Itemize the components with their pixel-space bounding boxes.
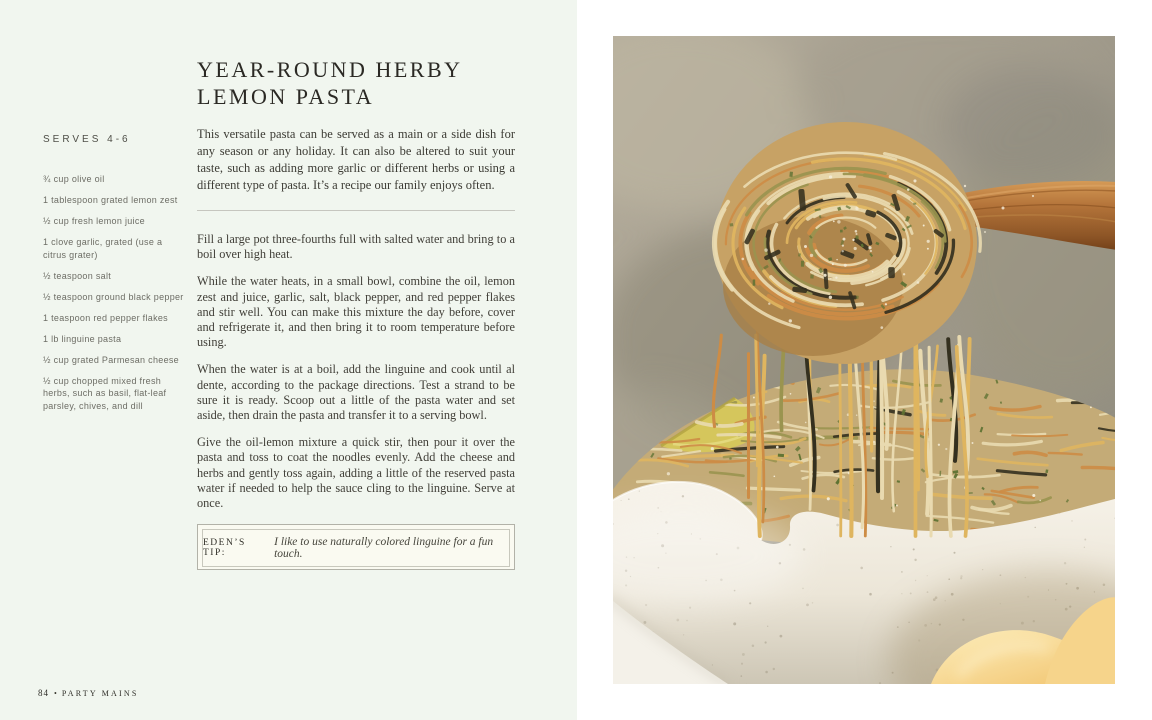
footer-separator: • bbox=[54, 689, 57, 698]
recipe-steps bbox=[197, 232, 515, 511]
ingredient-item: ½ teaspoon ground black pepper bbox=[43, 291, 184, 302]
page-number: 84 bbox=[38, 688, 49, 698]
tip-text: I like to use naturally colored linguine for a fun touch. bbox=[274, 536, 494, 561]
ingredient-item: ½ cup grated Parmesan cheese bbox=[43, 354, 179, 365]
recipe-step: When the water is at a boil, add the linguine and cook until al dente, according to the package directions. Test a strand to be sure it is ready. Scoop out a little of the pasta water and set aside, then drain the pasta and transfer it to a serving bowl. bbox=[197, 362, 515, 423]
ingredient-item: ½ cup chopped mixed fresh herbs, such as basil, flat-leaf parsley, chives, and dill bbox=[43, 375, 167, 411]
tip-label: EDEN’S TIP: bbox=[203, 538, 246, 559]
tip-box bbox=[197, 524, 515, 570]
recipe-title bbox=[197, 56, 515, 110]
divider-rule bbox=[197, 210, 515, 211]
ingredient-item: ½ teaspoon salt bbox=[43, 270, 112, 281]
ingredient-item: 1 teaspoon red pepper flakes bbox=[43, 312, 168, 323]
recipe-main-column bbox=[197, 56, 515, 570]
ingredient-item: 1 tablespoon grated lemon zest bbox=[43, 195, 178, 205]
page-footer bbox=[38, 683, 139, 701]
serves-label: SERVES 4-6 bbox=[43, 134, 131, 145]
ingredient-item: 1 lb linguine pasta bbox=[43, 333, 122, 344]
recipe-step: Fill a large pot three-fourths full with salted water and bring to a boil over high heat. bbox=[197, 232, 515, 262]
photo-page bbox=[577, 0, 1152, 720]
tip-box-inner-border bbox=[202, 529, 510, 567]
recipe-step: While the water heats, in a small bowl, combine the oil, lemon zest and juice, garlic, salt, black pepper, and red pepper flakes and stir well. You can make this mixture the day before, cover and refrigerate it, and then bring it to room temperature before using. bbox=[197, 274, 515, 350]
recipe-title-line1: YEAR-ROUND HERBY bbox=[197, 57, 463, 82]
ingredients-column bbox=[43, 134, 185, 421]
pasta-photo-svg bbox=[613, 36, 1115, 684]
footer-section-label: PARTY MAINS bbox=[61, 689, 139, 698]
recipe-intro: This versatile pasta can be served as a main or a side dish for any season or any holiday. It can also be altered to suit your taste, such as adding more garlic or different herbs or using a different type of pasta. It’s a recipe our family enjoys often. bbox=[197, 127, 515, 192]
ingredients-list bbox=[43, 173, 185, 412]
ingredient-item: ½ cup fresh lemon juice bbox=[43, 216, 145, 226]
recipe-title-line2: LEMON PASTA bbox=[197, 84, 375, 109]
pasta-photo bbox=[613, 36, 1115, 684]
ingredient-item: ¾ cup olive oil bbox=[43, 174, 105, 184]
ingredient-item: 1 clove garlic, grated (use a citrus grater) bbox=[43, 237, 163, 260]
recipe-step: Give the oil-lemon mixture a quick stir, then pour it over the pasta and toss to coat the noodles evenly. Add the cheese and herbs and gently toss again, adding a little of the reserved pasta water if needed to help the sauce cling to the linguine. Serve at once. bbox=[197, 435, 515, 511]
